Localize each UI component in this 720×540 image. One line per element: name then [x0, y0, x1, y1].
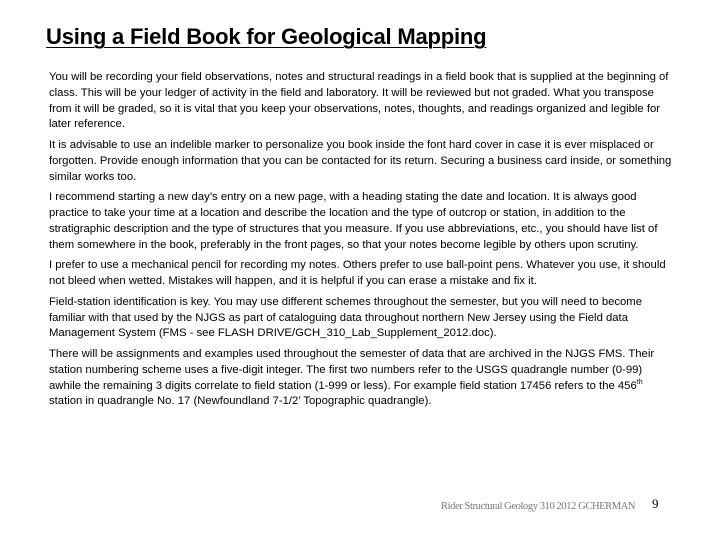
paragraph-writing-instrument: I prefer to use a mechanical pencil for recording my notes. Others prefer to use ball-point pens. Whatever you use, it should not bleed when wetted. Mistakes will happen, and it is helpful if you can erase a mistake and fix it. [49, 259, 666, 287]
station-numbering-text-end: station in quadrangle No. 17 (Newfoundland 7-1/2’ Topographic quadrangle). [49, 395, 432, 408]
paragraph-station-numbering [49, 347, 674, 410]
page-number: 9 [652, 496, 659, 511]
ordinal-superscript: th [636, 378, 643, 386]
page-title: Using a Field Book for Geological Mapping [46, 24, 487, 49]
footer-credit: Rider Structural Geology 310 2012 GCHERMAN [441, 501, 636, 512]
paragraph-daily-entry: I recommend starting a new day’s entry on a new page, with a heading stating the date and location. It is always good practice to take your time at a location and describe the location and the type of outcrop or station, in addition to the stratigraphic description and the type of structures that you measure. If you use abbreviations, etc., you should have list of them somewhere in the book, preferably in the front pages, so that your notes become legible by others upon scrutiny. [49, 191, 658, 251]
paragraph-field-book-intro: You will be recording your field observations, notes and structural readings in a field book that is supplied at the beginning of class. This will be your ledger of activity in the field and laboratory. It will be reviewed but not graded. What you transpose from it will be graded, so it is vital that you keep your observations, notes, thoughts, and readings organized and legible for later reference. [49, 71, 669, 131]
body-text [49, 70, 674, 415]
station-numbering-text: There will be assignments and examples used throughout the semester of data that are archived in the NJGS FMS. Their station numbering scheme uses a five-digit integer. The first two numbers refer to the USGS quadrangle number (0-99) awhile the remaining 3 digits correlate to field station (1-999 or less). For example field station 17456 refers to the 456 [49, 348, 655, 392]
paragraph-personalize-book: It is advisable to use an indelible marker to personalize you book inside the font hard cover in case it is ever misplaced or forgotten. Provide enough information that you can be contacted for its return. Securing a business card inside, or something similar works too. [49, 139, 672, 183]
paragraph-station-identification: Field-station identification is key. You may use different schemes throughout the semester, but you will need to become familiar with that used by the NJGS as part of cataloguing data throughout northern New Jersey using the Field data Management System (FMS - see FLASH DRIVE/GCH_310_Lab_Supplement_2012.doc). [49, 295, 643, 340]
